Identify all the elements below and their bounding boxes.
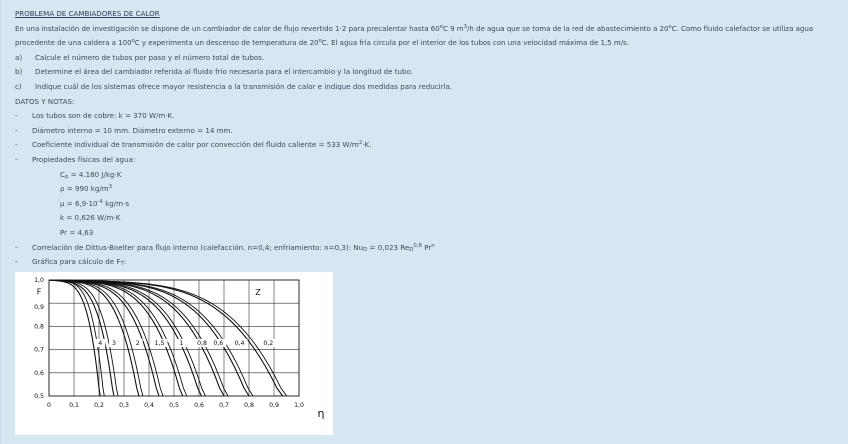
note-properties [15, 153, 840, 168]
prop-text [60, 182, 112, 197]
x-tick-label: 0,2 [94, 402, 104, 409]
y-tick-label: 0,8 [34, 323, 44, 331]
question-text: Calcule el número de tubos por paso y el número total de tubos. [35, 52, 265, 62]
question-label: a) [15, 52, 23, 62]
dittus-text: Pr [421, 242, 432, 252]
note-dittus [15, 241, 840, 256]
curve-label: 1 [179, 339, 184, 347]
degree-sup: o [668, 23, 672, 30]
y-tick-label: 0,9 [34, 304, 44, 312]
prop-rho [15, 182, 840, 197]
curve-label: 0,8 [197, 339, 207, 347]
bullet-mark: - [15, 257, 18, 267]
intro-line-1 [15, 22, 840, 37]
degree-sup: o [439, 23, 443, 30]
mu-unit: kg/m·s [102, 198, 130, 208]
note-text: Diámetro interno = 10 mm. Diámetro externo = 14 mm. [32, 125, 233, 135]
note-text [32, 255, 126, 270]
graph-text: : [123, 257, 127, 267]
curve-r-inner-4 [53, 280, 187, 396]
x-tick-label: 0,7 [219, 402, 229, 409]
curve-label: 4 [98, 339, 103, 347]
exponent-sup: -4 [97, 198, 103, 205]
nu-sub: D [363, 246, 368, 253]
curve-r-inner-6 [53, 280, 228, 396]
problem-content [15, 7, 840, 270]
curve-label: 0,4 [234, 339, 245, 347]
x-tick-label: 0 [47, 402, 51, 409]
curve-label: 1,5 [154, 339, 165, 347]
prop-mu [15, 197, 840, 212]
prop-k [15, 211, 840, 226]
degree-sup: o [318, 38, 322, 45]
prop-text [60, 197, 129, 212]
x-tick-label: 0,3 [119, 402, 129, 409]
y-axis-label: F [36, 287, 42, 297]
y-tick-label: 0,5 [34, 393, 44, 400]
square-sup: 2 [358, 140, 363, 147]
curve-r-inner-0 [53, 280, 104, 396]
question-c [15, 80, 840, 95]
curve-r-inner-8 [53, 280, 287, 396]
note-coefficient [15, 138, 840, 153]
curve-label: 3 [112, 339, 116, 347]
x-tick-label: 0,4 [144, 402, 154, 409]
dittus-text: Correlación de Dittus-Boelter para flujo interno (calefacción. n=0,4; enfriamiento: n=0,3): Nu [32, 242, 364, 252]
bullet-mark: - [15, 140, 18, 150]
prop-pr [15, 226, 840, 241]
y-tick-label: 0,6 [34, 369, 44, 377]
x-tick-label: 1,0 [294, 402, 304, 409]
data-heading: DATOS Y NOTAS: [15, 96, 75, 106]
question-a [15, 51, 840, 66]
coef-unit: ·K. [362, 140, 372, 150]
problem-title: PROBLEMA DE CAMBIADORES DE CALOR [15, 9, 160, 18]
rho-value: ρ = 990 kg/m [60, 184, 109, 194]
bullet-mark: - [15, 242, 18, 252]
y-tick-label: 1,0 [34, 277, 44, 284]
intro-text: /h de agua que se toma de la red de abastecimiento a 20 [467, 23, 669, 33]
question-text: Determine el área del cambiador referida al fluido frío necesaria para el intercambio y la longitud de tubo. [35, 67, 414, 77]
question-label: b) [15, 67, 23, 77]
note-text: Los tubos son de cobre: k = 370 W/m·K. [32, 111, 175, 121]
curve-label: 0,6 [213, 339, 224, 347]
cubic-sup: 3 [463, 23, 468, 30]
y-tick-label: 0,7 [34, 346, 44, 354]
cp-symbol: C [60, 169, 65, 179]
re-sub: D [409, 246, 414, 253]
question-label: c) [15, 81, 22, 91]
ft-sub: T [120, 261, 124, 268]
cp-sub: p [64, 173, 69, 180]
bullet-mark: - [15, 154, 18, 164]
bullet-mark: - [15, 125, 18, 135]
intro-line-2 [15, 36, 840, 51]
intro-text: C y experimenta un descenso de temperatura de 20 [134, 38, 319, 48]
prop-text: k = 0,626 W/m·K [60, 213, 121, 223]
data-heading-row [15, 95, 840, 110]
question-text: Indique cuál de los sistemas ofrece mayor resistencia a la transmisión de calor e indique dos medidas para reducirla. [35, 81, 453, 91]
x-tick-label: 0,8 [244, 402, 254, 409]
intro-text: C 9 m [443, 23, 464, 33]
note-text: Propiedades físicas del agua: [32, 154, 136, 164]
x-tick-label: 0,5 [169, 402, 179, 409]
pr-exp: n [431, 242, 435, 249]
x-tick-label: 0,1 [69, 402, 79, 409]
intro-text: En una instalación de investigación se dispone de un cambiador de calor de flujo revertido 1-2 para precalentar hasta 60 [15, 23, 440, 33]
re-exp: 0,8 [413, 242, 422, 249]
mu-value: μ = 6,9·10 [60, 198, 98, 208]
curve-r-0 [49, 280, 103, 396]
cubic-sup: 3 [108, 184, 113, 191]
note-graph [15, 255, 840, 270]
question-b [15, 65, 840, 80]
z-label: Z [255, 288, 261, 297]
ft-correction-chart [15, 272, 333, 435]
x-tick-label: 0,6 [194, 402, 204, 409]
intro-text: C. Como fluido calefactor se utiliza agua [671, 23, 814, 33]
curve-label: 2 [135, 339, 140, 347]
problem-title-row [15, 7, 840, 22]
note-diameters [15, 124, 840, 139]
curve-label: 0,2 [263, 339, 274, 347]
note-text [32, 241, 435, 256]
cp-value: = 4.180 J/kg·K [68, 169, 122, 179]
intro-text: procedente de una caldera a 100 [15, 38, 132, 48]
x-tick-label: 0,9 [269, 402, 279, 409]
curve-r-inner-7 [53, 280, 253, 396]
x-axis-label: η [317, 407, 325, 420]
chart-svg [15, 272, 333, 435]
prop-text: Pr = 4,63 [60, 227, 94, 237]
dittus-text: = 0,023 Re [367, 242, 410, 252]
prop-cp [15, 168, 840, 183]
bullet-mark: - [15, 111, 18, 121]
note-text [32, 138, 371, 153]
coef-text: Coeficiente individual de transmisión de calor por convección del fluido caliente = 533 W/m [32, 140, 359, 150]
intro-text: C. El agua fría circula por el interior de los tubos con una velocidad máxima de 1,5 m/s. [321, 38, 629, 48]
degree-sup: o [131, 38, 135, 45]
graph-text: Gráfica para cálculo de F [32, 257, 121, 267]
note-tubes [15, 109, 840, 124]
prop-text [60, 168, 121, 183]
